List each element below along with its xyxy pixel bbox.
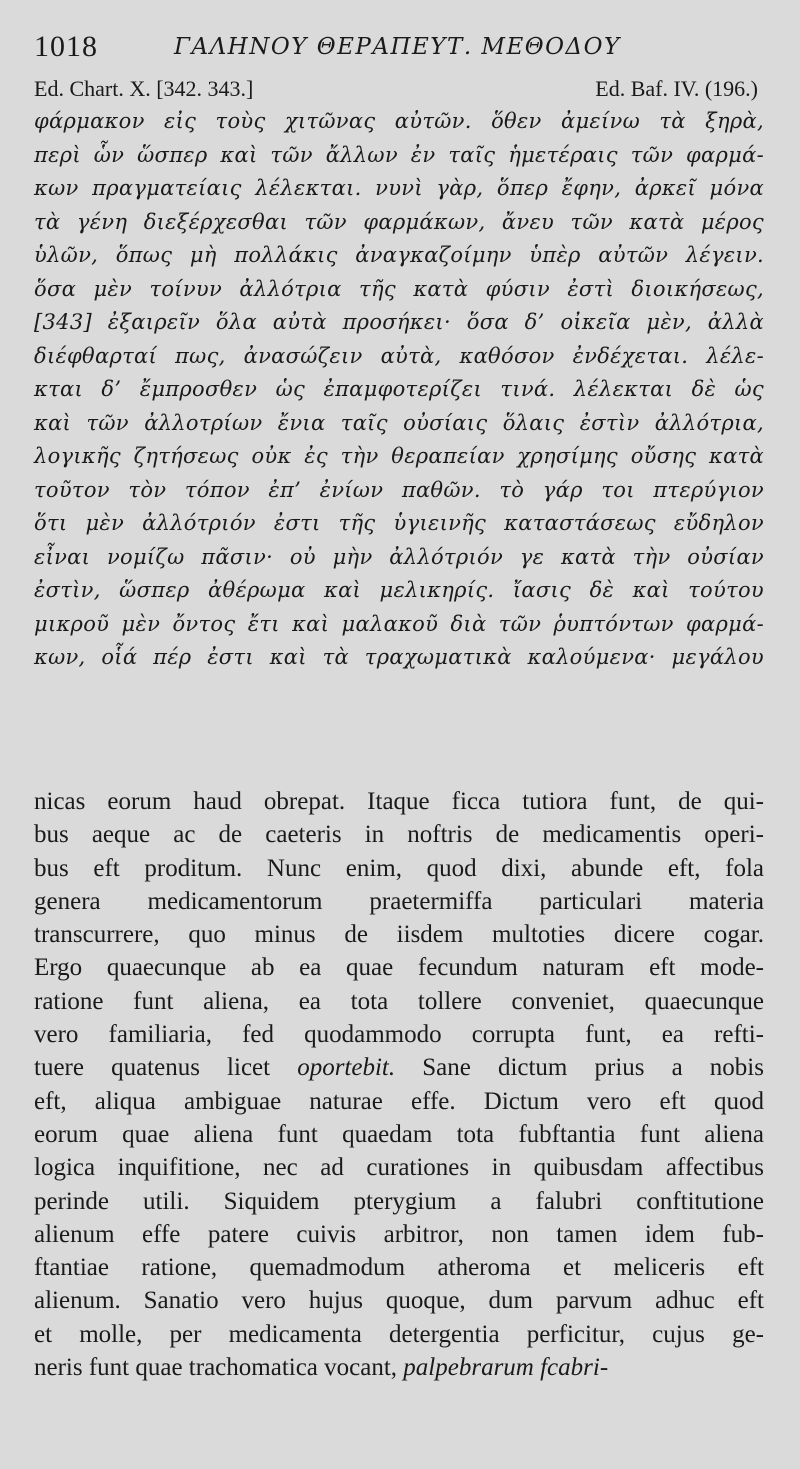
latin-text-segment: tuere quatenus licet [34, 1054, 298, 1082]
latin-line: ftantiae ratione, quemadmodum atheroma et meliceris eft [34, 1254, 764, 1282]
greek-line: λογικῆς ζητήσεως οὐκ ἐς τὴν θεραπείαν χρησίμης οὔσης κατὰ [34, 444, 764, 468]
latin-italic-segment: palpebrarum fcabri- [403, 1354, 609, 1382]
latin-line: alienum effe patere cuivis arbitror, non tamen idem fub- [34, 1220, 764, 1248]
latin-line: nicas eorum haud obrepat. Itaque ficca tutiora funt, de qui- [34, 788, 764, 815]
greek-line: περὶ ὧν ὥσπερ καὶ τῶν ἄλλων ἐν ταῖς ἡμετέραις τῶν φαρμά- [34, 142, 764, 167]
greek-line: ἐστὶν, ὥσπερ ἀθέρωμα καὶ μελικηρίς. ἴασις δὲ καὶ τούτου [34, 578, 764, 602]
greek-line: εἶναι νομίζω πᾶσιν· οὐ μὴν ἀλλότριόν γε κατὰ τὴν οὐσίαν [34, 544, 764, 569]
page-header [34, 26, 774, 66]
latin-text-segment: neris funt quae trachomatica vocant, [34, 1354, 404, 1382]
greek-line: κων, οἷά πέρ ἐστι καὶ τὰ τραχωματικὰ καλούμενα· μεγάλου [34, 645, 764, 669]
latin-line: alienum. Sanatio vero hujus quoque, dum parvum adhuc eft [34, 1287, 764, 1315]
latin-line: bus eft proditum. Nunc enim, quod dixi, abunde eft, fola [34, 854, 764, 882]
latin-line: et molle, per medicamenta detergentia perficitur, cujus ge- [34, 1320, 764, 1348]
latin-line [34, 1051, 764, 1084]
edition-reference-right: Ed. Baf. IV. (196.) [595, 76, 758, 101]
latin-line: logica inquifitione, nec ad curationes in quibusdam affectibus [34, 1154, 764, 1182]
latin-text-segment: Sane dictum prius a nobis [395, 1054, 764, 1082]
latin-line [34, 1351, 764, 1384]
greek-line: τοῦτον τὸν τόπον ἐπ’ ἐνίων παθῶν. τὸ γάρ τοι πτερύγιον [34, 477, 764, 502]
greek-line: κων πραγματείαις λέλεκται. νυνὶ γὰρ, ὅπερ ἔφην, ἀρκεῖ μόνα [34, 176, 764, 200]
latin-line: bus aeque ac de caeteris in noftris de medicamentis operi- [34, 821, 764, 849]
greek-line: καὶ τῶν ἀλλοτρίων ἔνια ταῖς οὐσίαις ὅλαις ἐστὶν ἀλλότρια, [34, 410, 764, 435]
greek-line: κται δ’ ἔμπροσθεν ὡς ἐπαμφοτερίζει τινά. λέλεκται δὲ ὡς [34, 377, 764, 401]
greek-line: φάρμακον εἰς τοὺς χιτῶνας αὐτῶν. ὅθεν ἀμείνω τὰ ξηρὰ, [34, 109, 764, 133]
greek-line: ὅσα μὲν τοίνυν ἀλλότρια τῆς κατὰ φύσιν ἐστὶ διοικήσεως, [34, 276, 764, 301]
latin-line: Ergo quaecunque ab ea quae fecundum naturam eft mode- [34, 954, 764, 982]
greek-line: ὅτι μὲν ἀλλότριόν ἐστι τῆς ὑγιεινῆς καταστάσεως εὔδηλον [34, 511, 764, 535]
latin-line: genera medicamentorum praetermiffa particulari materia [34, 887, 764, 915]
latin-line: perinde utili. Siquidem pterygium a falubri conftitutione [34, 1187, 764, 1215]
page-number: 1018 [34, 30, 98, 63]
latin-line: eft, aliqua ambiguae naturae effe. Dictum vero eft quod [34, 1087, 764, 1115]
latin-text-block [34, 785, 764, 1384]
edition-reference-left: Ed. Chart. X. [342. 343.] [34, 76, 254, 101]
running-title: ΓΑΛΗΝΟΥ ΘΕΡΑΠΕΥΤ. ΜΕΘΟΔΟΥ [174, 34, 621, 60]
greek-line: μικροῦ μὲν ὄντος ἔτι καὶ μαλακοῦ διὰ τῶν ῥυπτόντων φαρμά- [34, 611, 764, 636]
greek-line: [343] ἐξαιρεῖν ὅλα αὐτὰ προσήκει· ὅσα δ’ οἰκεῖα μὲν, ἀλλὰ [34, 310, 764, 334]
greek-line: ὑλῶν, ὅπως μὴ πολλάκις ἀναγκαζοίμην ὑπὲρ αὐτῶν λέγειν. [34, 243, 764, 267]
latin-line: eorum quae aliena funt quaedam tota fubftantia funt aliena [34, 1120, 764, 1148]
greek-line: διέφθαρταί πως, ἀνασώζειν αὐτὰ, καθόσον ἐνδέχεται. λέλε- [34, 343, 764, 368]
latin-italic-segment: oportebit. [297, 1054, 396, 1082]
latin-line: transcurrere, quo minus de iisdem multoties dicere cogar. [34, 921, 764, 949]
latin-line: vero familiaria, fed quodammodo corrupta funt, ea refti- [34, 1021, 764, 1049]
latin-line: ratione funt aliena, ea tota tollere conveniet, quaecunque [34, 987, 764, 1015]
greek-line: τὰ γένη διεξέρχεσθαι τῶν φαρμάκων, ἄνευ τῶν κατὰ μέρος [34, 209, 764, 234]
greek-text-block [34, 105, 764, 675]
